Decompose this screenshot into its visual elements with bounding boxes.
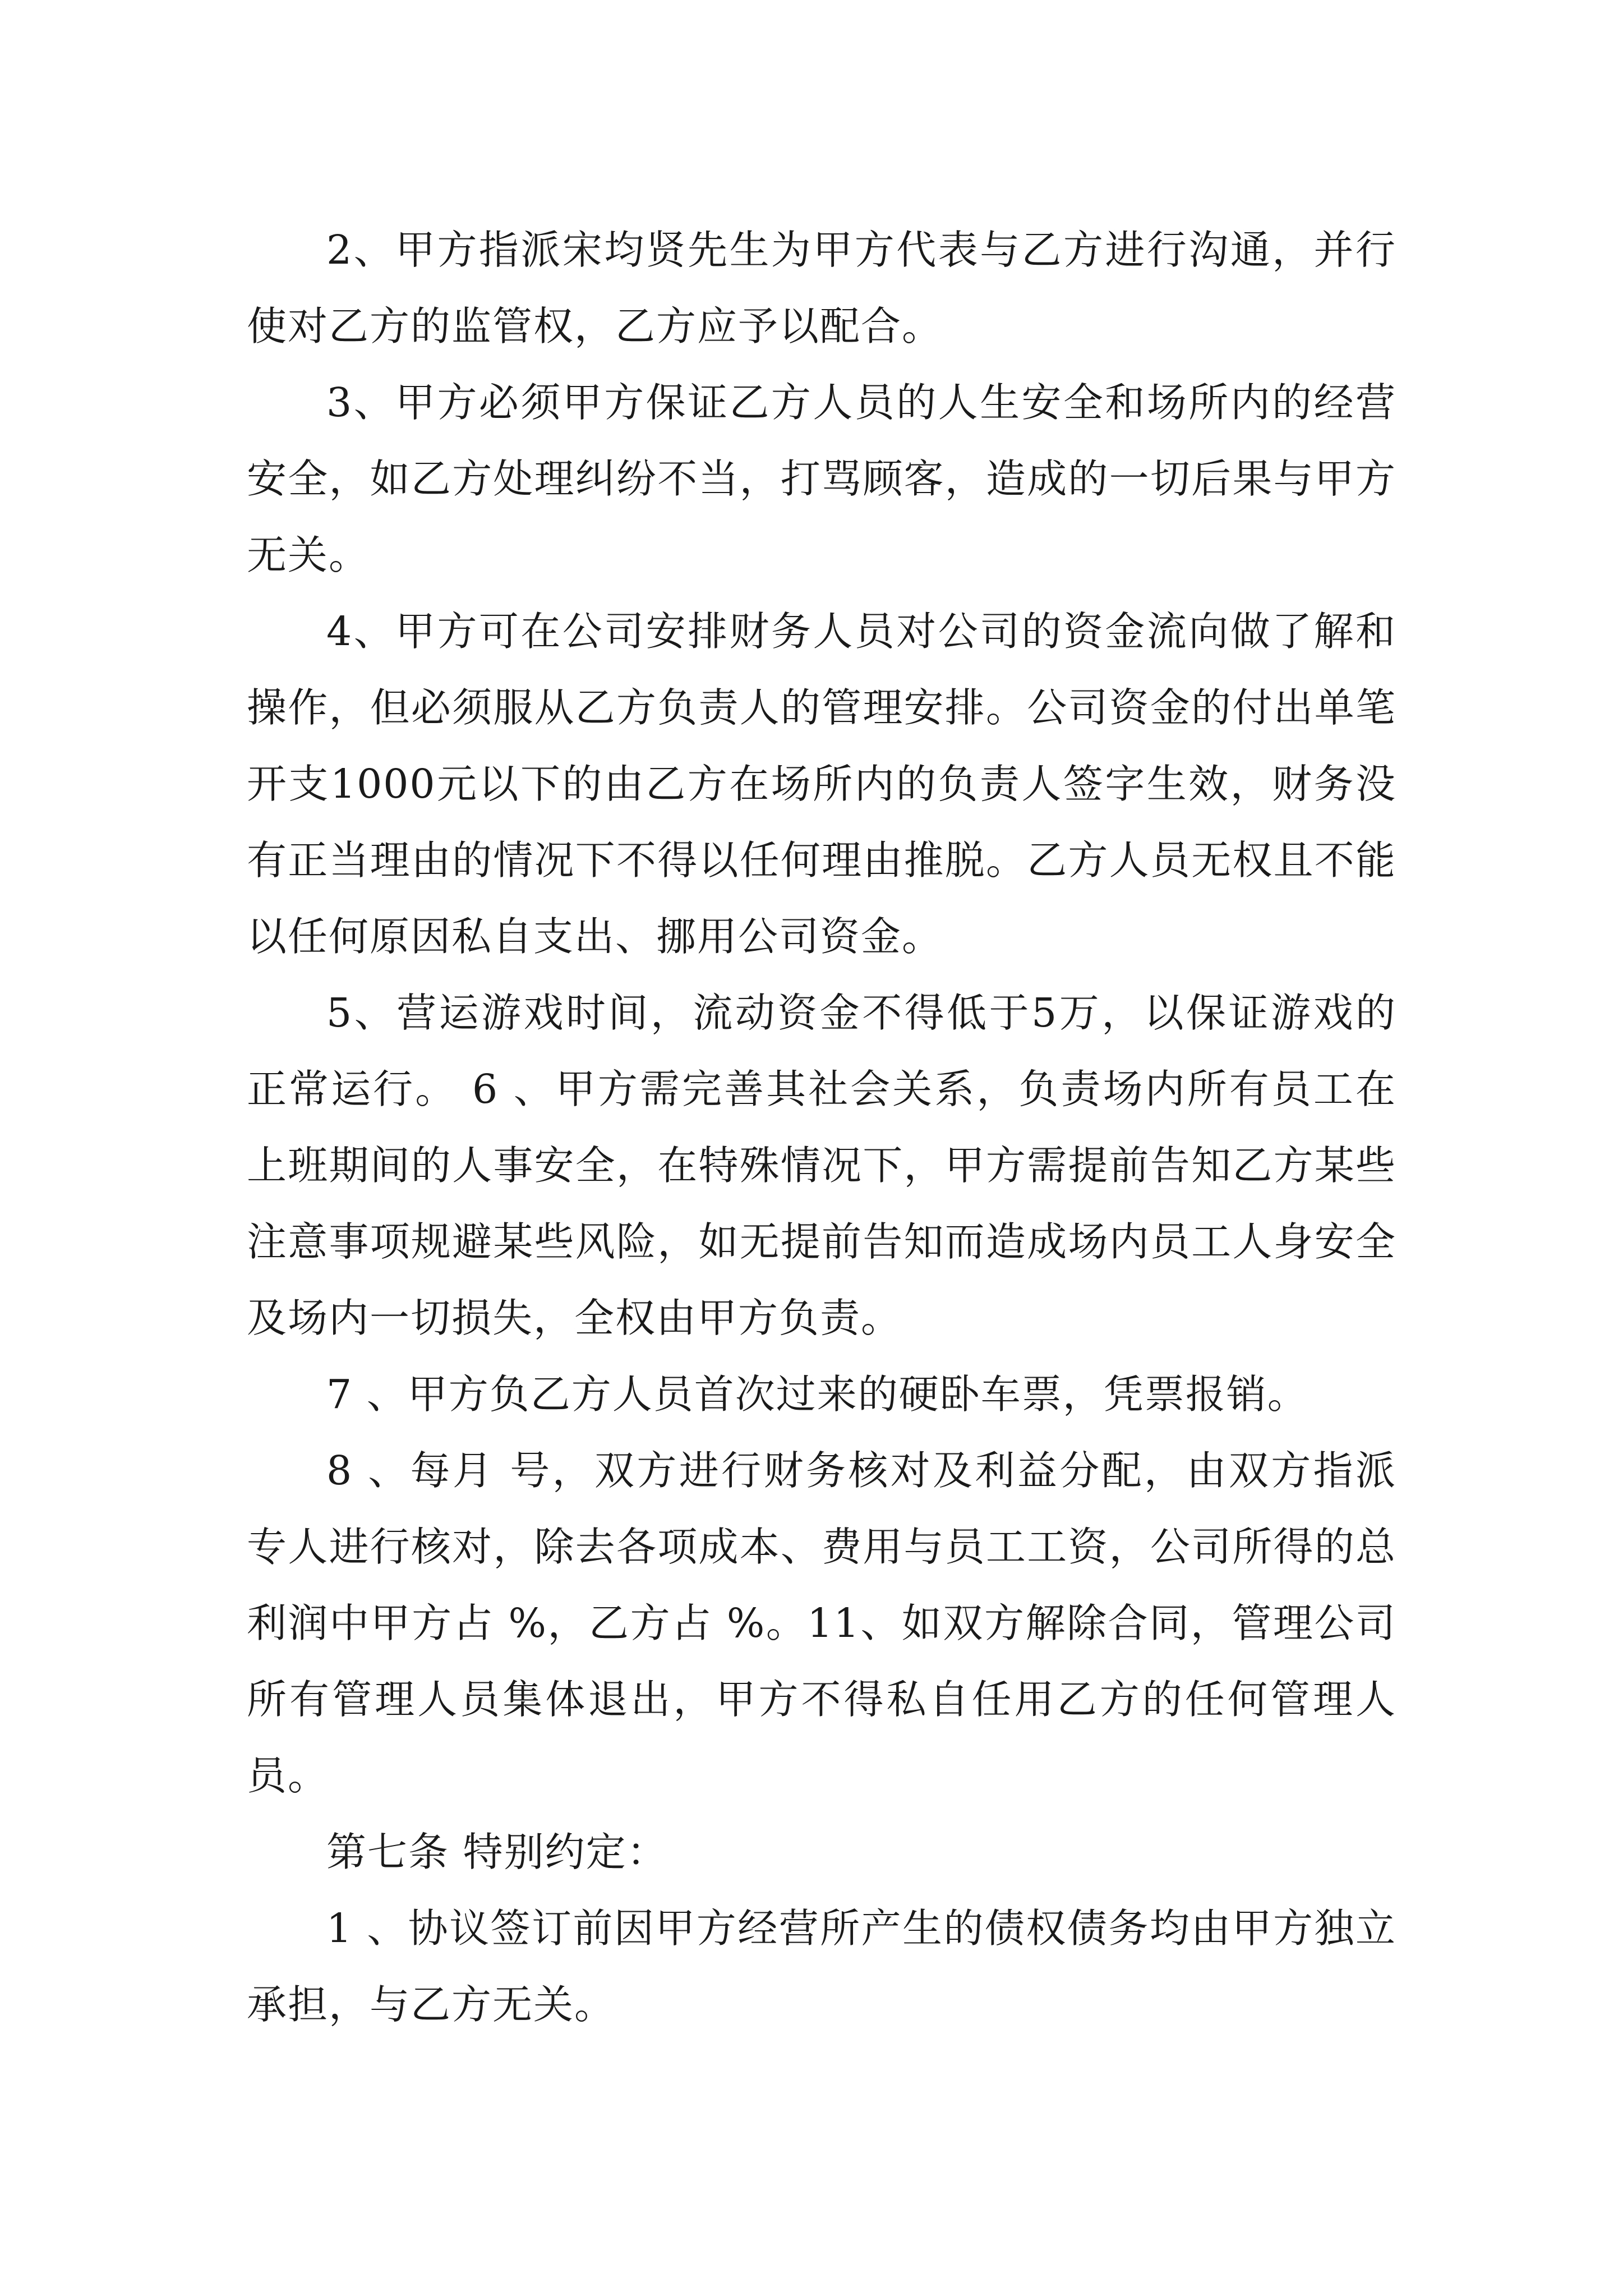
paragraph-clause-8-11: 8 、每月 号，双方进行财务核对及利益分配，由双方指派专人进行核对，除去各项成本、费用与员工工资，公司所得的总利润中甲方占 %，乙方占 %。11、如双方解除合同，管理公司所有管理人员集体退出，甲方不得私自任用乙方的任何管理人员。 — [247, 1447, 1396, 1799]
paragraph-clause-5-6: 5、营运游戏时间，流动资金不得低于5万，以保证游戏的正常运行。 6 、甲方需完善其社会关系，负责场内所有员工在上班期间的人事安全，在特殊情况下，甲方需提前告知乙方某些注意事项规避某些风险，如无提前告知而造成场内员工人身安全及场内一切损失，全权由甲方负责。 — [247, 990, 1396, 1341]
paragraph-clause-4: 4、甲方可在公司安排财务人员对公司的资金流向做了解和操作，但必须服从乙方负责人的管理安排。公司资金的付出单笔开支1000元以下的由乙方在场所内的负责人签字生效，财务没有正当理由的情况下不得以任何理由推脱。乙方人员无权且不能以任何原因私自支出、挪用公司资金。 — [247, 608, 1396, 960]
paragraph-clause-2: 2、甲方指派宋均贤先生为甲方代表与乙方进行沟通，并行使对乙方的监管权，乙方应予以配合。 — [247, 227, 1396, 349]
paragraph-special-clause-1: 1 、协议签订前因甲方经营所产生的债权债务均由甲方独立承担，与乙方无关。 — [247, 1905, 1396, 2028]
paragraph-clause-7: 7 、甲方负乙方人员首次过来的硬卧车票，凭票报销。 — [326, 1371, 1308, 1418]
document-body — [247, 212, 1396, 2043]
paragraph-clause-3: 3、甲方必须甲方保证乙方人员的人生安全和场所内的经营安全，如乙方处理纠纷不当，打骂顾客，造成的一切后果与甲方无关。 — [247, 379, 1396, 578]
section-heading-article-7: 第七条 特别约定： — [326, 1829, 668, 1875]
